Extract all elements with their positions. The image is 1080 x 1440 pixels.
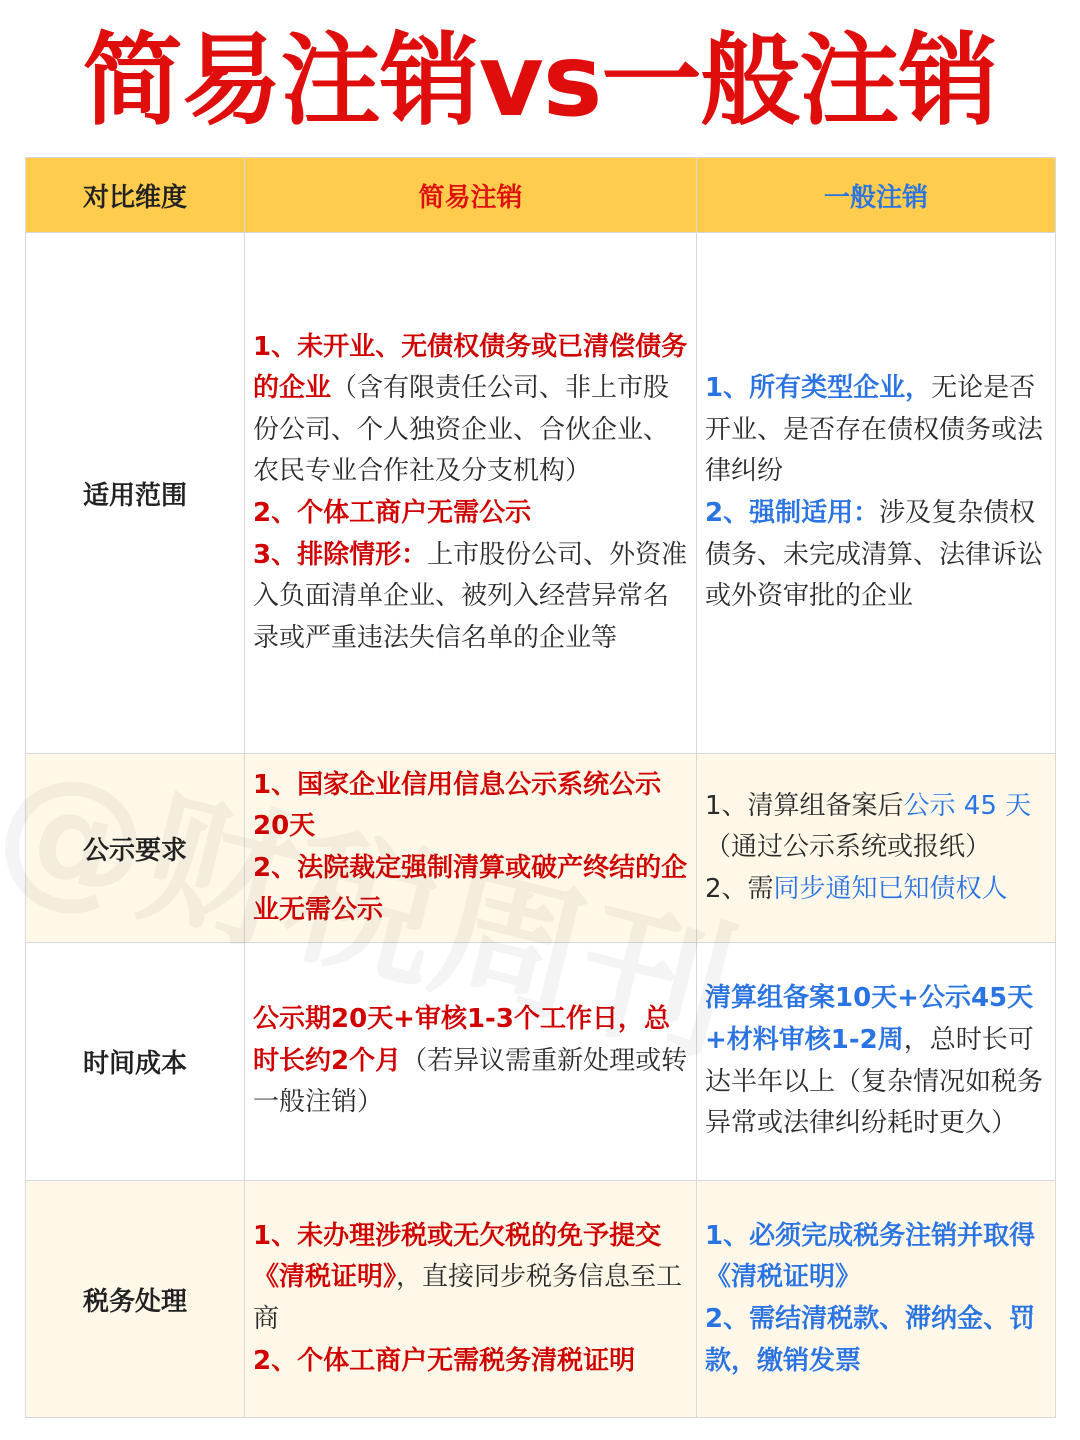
cell-general-time-cost — [697, 943, 1056, 1181]
scope-general-item1: 1、所有类型企业， — [705, 373, 932, 404]
table-row-tax — [26, 1181, 1056, 1418]
header-dimension: 对比维度 — [26, 158, 245, 233]
table-row-scope — [26, 233, 1056, 754]
publicity-general-item2: 2、需 — [705, 873, 774, 904]
table-header-row — [26, 158, 1056, 233]
scope-simple-item3-detail: 上市股份公司、外资准入负面清单企业、被列入经营异常名录或严重违法失信名单的企业等 — [253, 539, 688, 653]
scope-general-item2-detail: 涉及复杂债权债务、未完成清算、法律诉讼或外资审批的企业 — [705, 498, 1044, 612]
cell-general-publicity — [697, 754, 1056, 943]
cell-simple-scope — [245, 233, 697, 754]
cell-simple-publicity — [245, 754, 697, 943]
comparison-table — [25, 157, 1056, 1418]
cell-general-scope — [697, 233, 1056, 754]
tax-simple-item1: 1、未办理涉税或无欠税的免予提交《清税证明》 — [253, 1220, 662, 1293]
row-label-tax: 税务处理 — [26, 1181, 245, 1418]
row-label-time-cost: 时间成本 — [26, 943, 245, 1181]
publicity-general-item1: 1、清算组备案后 — [705, 790, 904, 821]
publicity-general-channel: （通过公示系统或报纸） — [705, 832, 992, 863]
publicity-general-notify: 同步通知已知债权人 — [773, 873, 1008, 904]
table-row-time-cost — [26, 943, 1056, 1181]
row-label-publicity: 公示要求 — [26, 754, 245, 943]
scope-general-item2: 2、强制适用： — [705, 498, 880, 528]
publicity-general-period: 公示 45 天 — [903, 790, 1032, 821]
tax-simple-item1-detail: ，直接同步税务信息至工商 — [253, 1262, 683, 1334]
scope-simple-item1-detail: （含有限责任公司、非上市股份公司、个人独资企业、合伙企业、农民专业合作社及分支机构） — [253, 373, 670, 487]
tax-general-item1: 1、必须完成税务注销并取得《清税证明》 — [705, 1220, 1036, 1293]
scope-simple-item1: 1、未开业、无债权债务或已清偿债务的企业 — [253, 331, 688, 404]
tax-general-item2: 2、需结清税款、滞纳金、罚款，缴销发票 — [705, 1304, 1036, 1376]
scope-general-item1-detail: 无论是否开业、是否存在债权债务或法律纠纷 — [705, 373, 1044, 487]
time-general-duration: 清算组备案10天+公示45天+材料审核1-2周 — [705, 983, 1034, 1055]
cell-simple-time-cost — [245, 943, 697, 1181]
cell-simple-tax — [245, 1181, 697, 1418]
time-simple-duration: 公示期20天+审核1-3个工作日，总时长约2个月 — [253, 1004, 670, 1076]
header-general-cancellation: 一般注销 — [697, 158, 1056, 233]
time-general-note: ，总时长可达半年以上（复杂情况如税务异常或法律纠纷耗时更久） — [705, 1024, 1044, 1139]
tax-simple-item2: 2、个体工商户无需税务清税证明 — [253, 1345, 636, 1376]
header-simple-cancellation: 简易注销 — [245, 158, 697, 233]
scope-simple-item2: 2、个体工商户无需公示 — [253, 498, 532, 528]
table-row-publicity — [26, 754, 1056, 943]
cell-general-tax — [697, 1181, 1056, 1418]
page-title: 简易注销vs一般注销 — [82, 22, 998, 139]
publicity-simple-item2: 2、法院裁定强制清算或破产终结的企业无需公示 — [253, 853, 688, 925]
scope-simple-item3: 3、排除情形： — [253, 539, 428, 570]
publicity-simple-item1: 1、国家企业信用信息公示系统公示20天 — [253, 769, 662, 842]
time-simple-note: （若异议需重新处理或转一般注销） — [253, 1045, 688, 1118]
row-label-scope: 适用范围 — [26, 233, 245, 754]
